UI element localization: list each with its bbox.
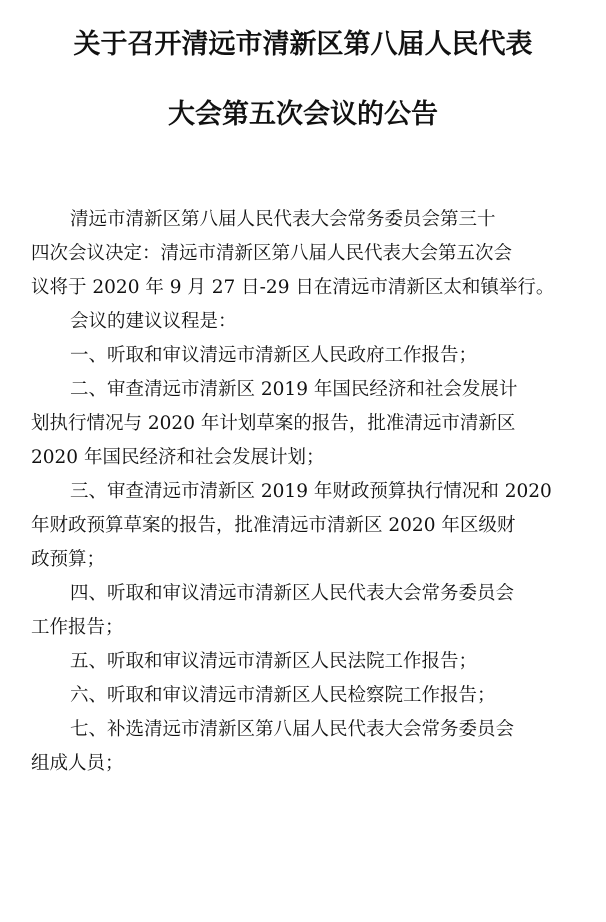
agenda-item-4-line-1: 四、听取和审议清远市清新区人民代表大会常务委员会 [70,583,515,604]
agenda-heading: 会议的建议议程是： [70,311,237,332]
agenda-item-1: 一、听取和审议清远市清新区人民政府工作报告； [70,345,478,366]
agenda-item-3-line-2: 年财政预算草案的报告，批准清远市清新区 2020 年区级财 [31,515,516,536]
agenda-item-3-line-3: 政预算； [31,549,106,570]
agenda-item-2-line-2: 划执行情况与 2020 年计划草案的报告，批准清远市清新区 [31,413,516,434]
paragraph-intro-line-3: 议将于 2020 年 9 月 27 日-29 日在清远市清新区太和镇举行。 [31,277,555,298]
paragraph-intro-line-2: 四次会议决定：清远市清新区第八届人民代表大会第五次会 [31,243,513,264]
agenda-item-5: 五、听取和审议清远市清新区人民法院工作报告； [70,651,478,672]
agenda-item-7-line-2: 组成人员； [31,753,124,774]
agenda-item-2-line-3: 2020 年国民经济和社会发展计划； [31,447,325,468]
agenda-item-6: 六、听取和审议清远市清新区人民检察院工作报告； [70,685,496,706]
agenda-item-2-line-1: 二、审查清远市清新区 2019 年国民经济和社会发展计 [70,379,518,400]
agenda-item-3-line-1: 三、审查清远市清新区 2019 年财政预算执行情况和 2020 [70,481,552,502]
document-title-line-2: 大会第五次会议的公告 [168,99,438,130]
agenda-item-4-line-2: 工作报告； [31,617,124,638]
document-body [31,203,581,781]
agenda-item-7-line-1: 七、补选清远市清新区第八届人民代表大会常务委员会 [70,719,515,740]
document-title-line-1: 关于召开清远市清新区第八届人民代表 [73,29,533,60]
paragraph-intro-line-1: 清远市清新区第八届人民代表大会常务委员会第三十 [70,209,496,230]
